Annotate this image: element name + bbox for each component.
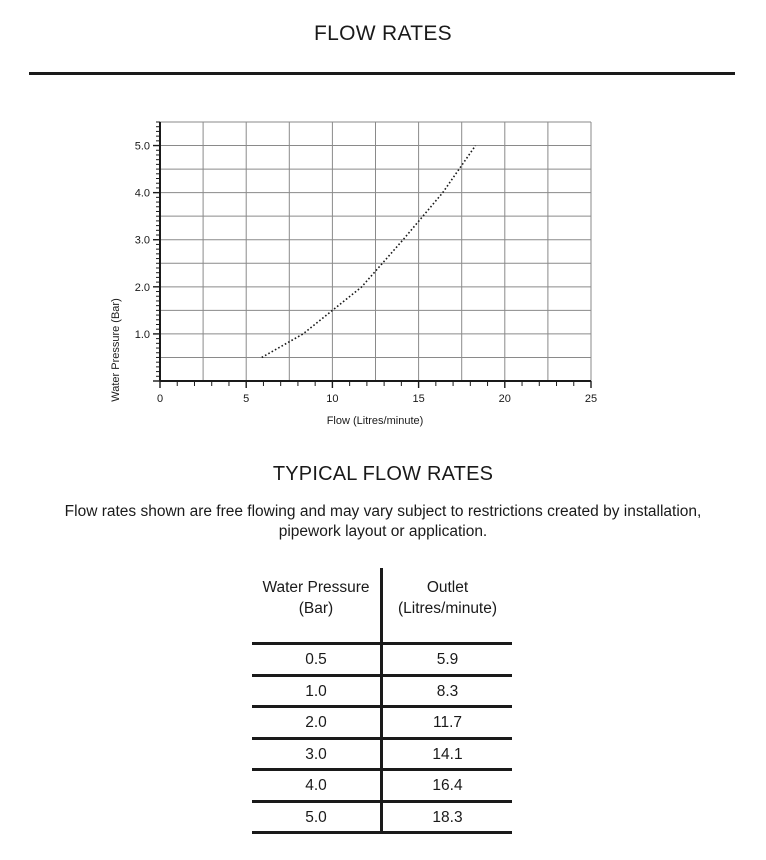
table-row (252, 771, 512, 803)
outlet-cell: 11.7 (432, 714, 463, 731)
flow-rate-chart (0, 100, 766, 440)
chart-series (262, 146, 476, 358)
pressure-cell: 3.0 (305, 745, 327, 763)
chart-grid (160, 122, 591, 381)
x-tick-label: 20 (498, 393, 511, 405)
header-line: Water Pressure (262, 579, 370, 596)
pressure-cell: 1.0 (305, 682, 327, 700)
outlet-cell: 8.3 (436, 682, 459, 700)
title-divider (29, 72, 735, 75)
series-line (262, 146, 476, 358)
header-line: (Bar) (298, 600, 334, 617)
header-line: Outlet (426, 579, 469, 596)
x-tick-label: 10 (326, 393, 339, 405)
table-header (252, 568, 512, 645)
page-title: FLOW RATES (314, 22, 452, 45)
x-tick-label: 25 (584, 393, 598, 405)
outlet-cell: 14.1 (432, 745, 463, 763)
x-tick-label: 5 (243, 393, 250, 405)
pressure-cell: 4.0 (305, 777, 327, 794)
pressure-cell: 5.0 (305, 808, 327, 826)
outlet-cell: 5.9 (436, 651, 459, 668)
y-tick-label: 1.0 (134, 328, 150, 341)
header-line: (Litres/minute) (397, 600, 498, 617)
x-tick-label: 0 (156, 393, 164, 405)
y-axis-label: Water Pressure (Bar) (110, 298, 122, 402)
y-tick-label: 3.0 (134, 234, 150, 247)
y-tick-label: 5.0 (134, 140, 150, 153)
x-axis-label: Flow (Litres/minute) (326, 415, 424, 427)
header-water-pressure (252, 577, 380, 619)
pressure-cell: 0.5 (305, 651, 327, 668)
section-title: TYPICAL FLOW RATES (272, 463, 494, 485)
flow-note: Flow rates shown are free flowing and may vary subject to restrictions created by installation, pipework layout or application. (64, 503, 702, 540)
table-row (252, 803, 512, 835)
table-row (252, 708, 512, 740)
table-row (252, 740, 512, 772)
flow-rate-table (252, 568, 512, 834)
pressure-cell: 2.0 (305, 714, 327, 731)
x-tick-label: 15 (412, 393, 425, 405)
y-tick-label: 2.0 (134, 281, 150, 294)
y-tick-label: 4.0 (134, 187, 150, 200)
table-row (252, 645, 512, 677)
header-outlet (383, 577, 512, 619)
outlet-cell: 18.3 (432, 808, 463, 826)
table-row (252, 677, 512, 709)
outlet-cell: 16.4 (432, 777, 463, 794)
